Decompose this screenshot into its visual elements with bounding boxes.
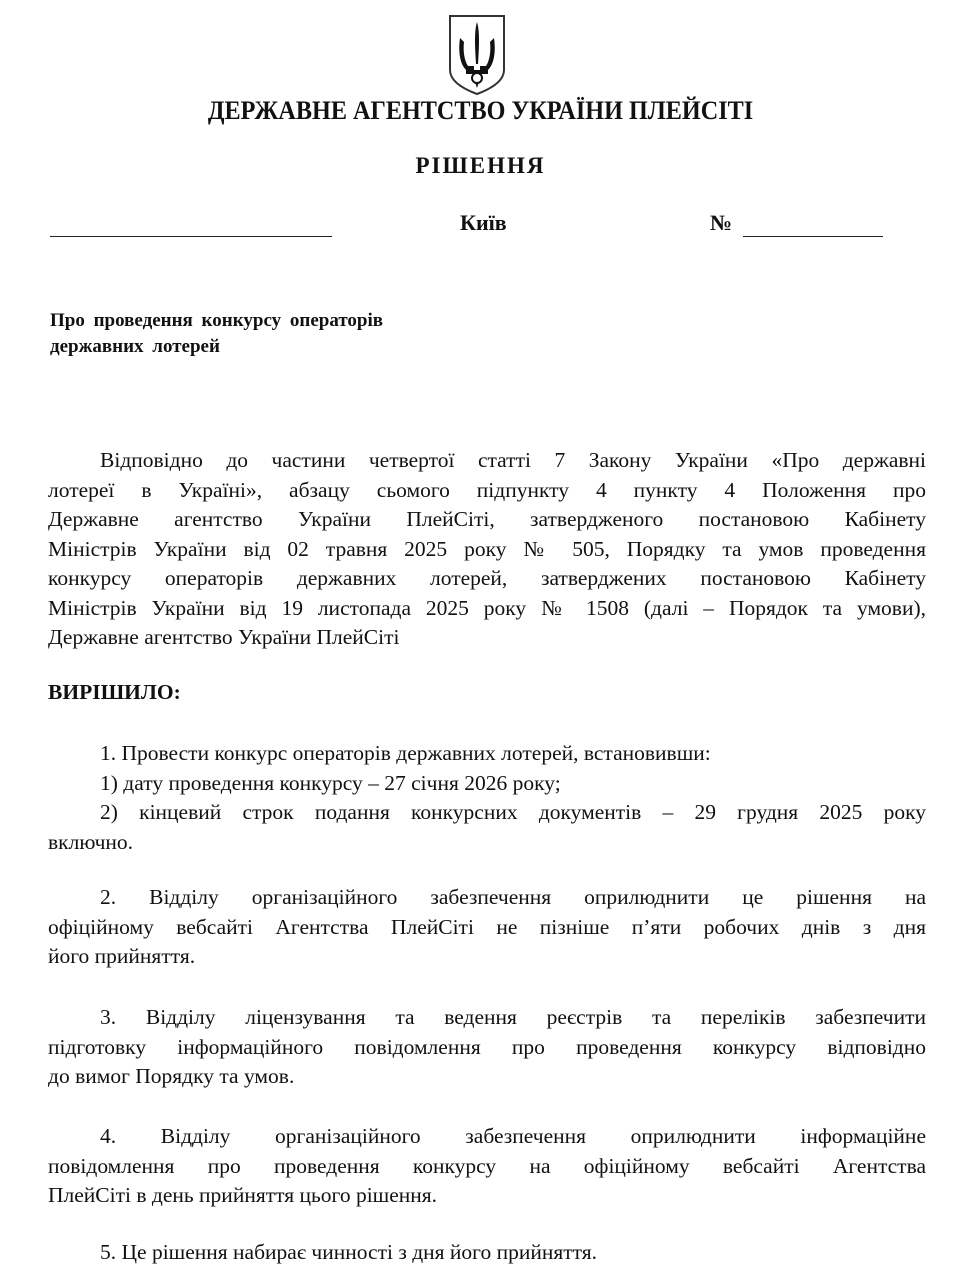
agency-title: ДЕРЖАВНЕ АГЕНТСТВО УКРАЇНИ ПЛЕЙСІТІ (207, 96, 754, 125)
document-type-title: РІШЕННЯ (415, 153, 546, 178)
paragraph-line: Міністрів України від 19 листопада 2025 року № 1508 (далі – Порядок та умови), (48, 595, 926, 620)
document-subject (50, 308, 383, 360)
paragraph-line: включно. (48, 829, 134, 854)
coat-of-arms-icon (446, 12, 508, 96)
decision-item-1 (48, 739, 926, 857)
paragraph-line: Державне агентство України ПлейСіті (48, 625, 400, 649)
paragraph-line: офіційному вебсайті Агентства ПлейСіті не пізніше п’яти робочих днів з дня (48, 914, 926, 939)
paragraph-line: 2) кінцевий строк подання конкурсних документів – 29 грудня 2025 року (100, 800, 926, 824)
subject-line: Про проведення конкурсу операторів (50, 310, 384, 331)
city-label: Київ (460, 210, 507, 235)
paragraph-line: лотереї в Україні», абзацу сьомого підпункту 4 пункту 4 Положення про (48, 477, 926, 502)
paragraph-line: Державне агентство України ПлейСіті, затвердженого постановою Кабінету (48, 507, 926, 531)
paragraph-line: Міністрів України від 02 травня 2025 року № 505, Порядку та умов проведення (48, 536, 926, 561)
paragraph-line: 3. Відділу ліцензування та ведення реєстрів та переліків забезпечити (100, 1005, 926, 1029)
paragraph-line: ПлейСіті в день прийняття цього рішення. (48, 1183, 438, 1207)
date-blank-line (50, 220, 332, 237)
paragraph-line: конкурсу операторів державних лотерей, затверджених постановою Кабінету (48, 566, 926, 590)
paragraph-line: його прийняття. (48, 944, 196, 968)
decided-heading: ВИРІШИЛО: (48, 680, 181, 704)
decision-item-3 (48, 1003, 926, 1092)
subject-line: державних лотерей (50, 336, 220, 357)
paragraph-line: Відповідно до частини четвертої статті 7 Закону України «Про державні (100, 448, 926, 472)
paragraph-line: 5. Це рішення набирає чинності з дня його прийняття. (100, 1240, 598, 1264)
decision-item-4 (48, 1122, 926, 1211)
paragraph-line: 2. Відділу організаційного забезпечення оприлюднити це рішення на (100, 885, 926, 909)
paragraph-line: підготовку інформаційного повідомлення про проведення конкурсу відповідно (48, 1034, 926, 1059)
number-blank-line (743, 220, 883, 237)
paragraph-line: 1. Провести конкурс операторів державних лотерей, встановивши: (100, 741, 711, 765)
number-label: № (710, 210, 733, 235)
decision-item-5 (48, 1238, 926, 1268)
paragraph-line: 4. Відділу організаційного забезпечення оприлюднити інформаційне (100, 1124, 926, 1148)
paragraph-line: повідомлення про проведення конкурсу на офіційному вебсайті Агентства (48, 1153, 926, 1178)
preamble-paragraph (48, 446, 926, 653)
decision-item-2 (48, 883, 926, 972)
paragraph-line: до вимог Порядку та умов. (48, 1064, 295, 1088)
paragraph-line: 1) дату проведення конкурсу – 27 січня 2026 року; (100, 770, 561, 795)
